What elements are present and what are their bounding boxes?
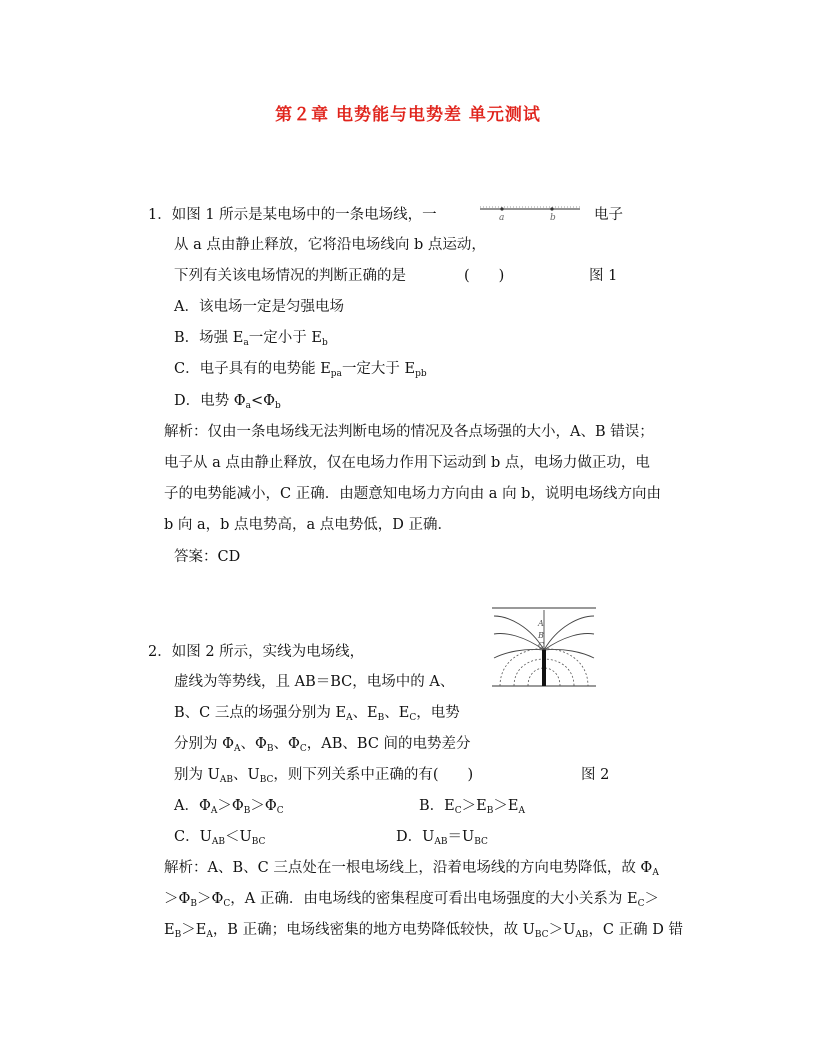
q2-line2: 虚线为等势线，且 AB＝BC，电场中的 A、 <box>174 674 455 690</box>
q1-analysis-line-3: 子的电势能减小，C 正确．由题意知电场力方向由 a 向 b，说明电场线方向由 <box>164 486 661 502</box>
figure-1-label: 图 1 <box>589 268 618 284</box>
q2-line3: B、C 三点的场强分别为 $E_A$、$E_B$、$E_C$，电势 <box>174 705 460 723</box>
q1-line1 <box>148 205 437 225</box>
q2-option-b: B．$E_C>E_B>E_A$ <box>419 798 525 816</box>
q1-option-b: B．场强 $E_a$一定小于 $E_b$ <box>174 330 328 348</box>
q1-analysis-line-2: 电子从 a 点由静止释放，仅在电场力作用下运动到 b 点，电场力做正功，电 <box>164 455 650 471</box>
q1-option-a: A．该电场一定是匀强电场 <box>174 299 344 315</box>
q1-option-d: D．电势 $\Phi_a<\Phi_b$ <box>174 393 281 411</box>
figure-2-point-c: C <box>538 641 545 650</box>
q2-analysis-line-1: 解析：A、B、C 三点处在一根电场线上，沿着电场线的方向电势降低，故 $\Phi_A$ <box>164 860 659 878</box>
q2-option-c: C．$U_{AB}<U_{BC}$ <box>174 829 266 847</box>
q2-line4: 分别为 $\Phi_A$、$\Phi_B$、$\Phi_C$，AB、BC 间的电势差分 <box>174 736 471 754</box>
q2-analysis-line-2: $>\Phi_B>\Phi_C$，A 正确．由电场线的密集程度可看出电场强度的大小关系为 $E_C>$ <box>164 891 659 909</box>
page-title: 第２章 电势能与电势差 单元测试 <box>275 105 541 125</box>
q1-line3: 下列有关该电场情况的判断正确的是 <box>174 268 406 284</box>
q1-line1-text: 1．如图 1 所示是某电场中的一条电场线，一 <box>148 207 437 223</box>
figure-1-field-line <box>478 203 582 221</box>
figure-2-field-diagram <box>490 606 598 688</box>
q2-line1: 2．如图 2 所示，实线为电场线， <box>148 644 365 660</box>
q2-analysis-line-3: $E_B>E_A$，B 正确；电场线密集的地方电势降低较快，故 $U_{BC}>U_{AB}$，C 正确 D 错 <box>164 922 683 940</box>
q1-line1-tail: 电子 <box>594 207 623 223</box>
figure-1-point-a: a <box>499 213 505 221</box>
q2-option-d: D．$U_{AB}=U_{BC}$ <box>396 829 488 847</box>
figure-2-label: 图 2 <box>581 767 610 783</box>
q1-option-c: C．电子具有的电势能 $E_{pa}$一定大于 $E_{pb}$ <box>174 361 427 379</box>
q2-option-a: A．$\Phi_A>\Phi_B>\Phi_C$ <box>174 798 284 816</box>
q1-analysis-line-4: b 向 a，b 点电势高，a 点电势低，D 正确． <box>164 517 453 533</box>
figure-2-point-b: B <box>538 631 544 640</box>
q1-answer-paren: ( ) <box>464 268 505 284</box>
q2-line5: 别为 $U_{AB}$、$U_{BC}$，则下列关系中正确的有( ) <box>174 767 474 785</box>
q1-line2: 从 a 点由静止释放，它将沿电场线向 b 点运动， <box>174 237 486 253</box>
q1-answer: 答案：CD <box>174 549 241 565</box>
figure-2-point-a: A <box>538 619 544 628</box>
figure-1-point-b: b <box>550 213 556 221</box>
q1-analysis-line-1: 解析：仅由一条电场线无法判断电场的情况及各点场强的大小，A、B 错误； <box>164 424 654 440</box>
